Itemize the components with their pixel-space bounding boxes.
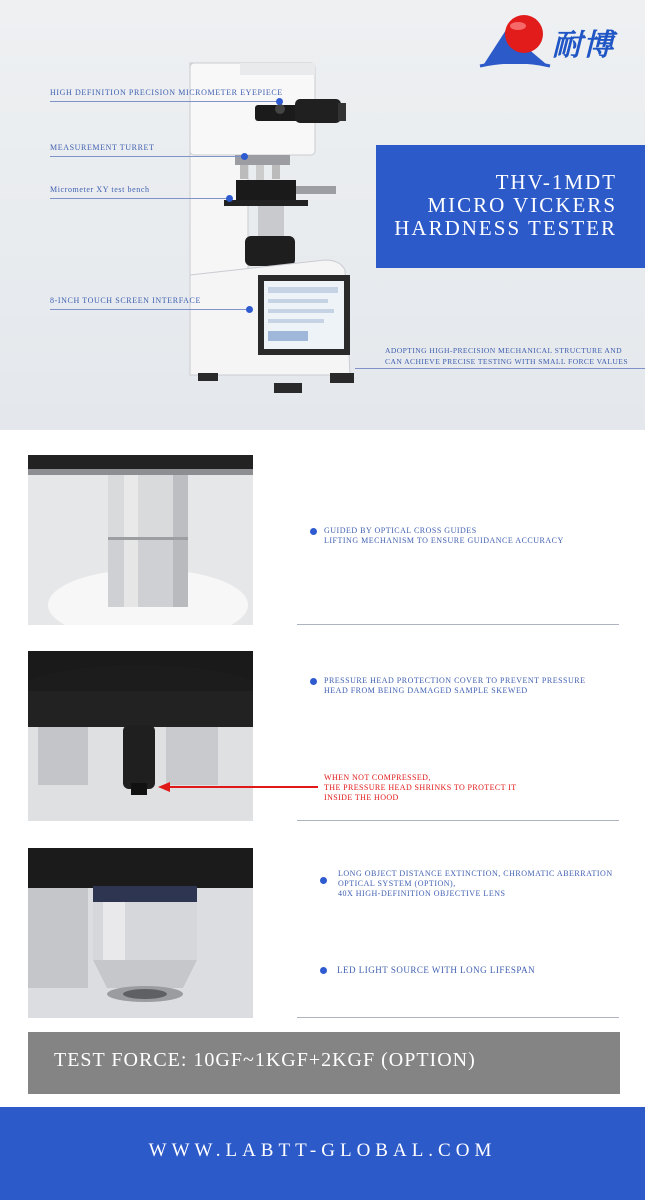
callout-xy-bench-dot bbox=[226, 195, 233, 202]
feature-pressure-cover-line2: HEAD FROM BEING DAMAGED SAMPLE SKEWED bbox=[324, 686, 528, 695]
hero-description-underline bbox=[355, 368, 645, 369]
callout-xy-bench-line bbox=[50, 198, 230, 199]
feature-led bbox=[337, 965, 535, 975]
hero-description bbox=[385, 345, 645, 367]
feature-optical-system bbox=[338, 869, 613, 899]
footer bbox=[0, 1107, 645, 1200]
feature-guide bbox=[324, 526, 564, 546]
hero-description-line2: CAN ACHIEVE PRECISE TESTING WITH SMALL FORCE VALUES bbox=[385, 357, 628, 366]
pressure-head-note-line1: WHEN NOT COMPRESSED, bbox=[324, 773, 431, 782]
callout-eyepiece-dot bbox=[276, 98, 283, 105]
product-model: THV-1MDT bbox=[495, 170, 617, 194]
feature-optical-system-line2: OPTICAL SYSTEM (OPTION), bbox=[338, 879, 456, 888]
hero-description-line1: ADOPTING HIGH-PRECISION MECHANICAL STRUCTURE AND bbox=[385, 346, 623, 355]
photo-guide-column bbox=[28, 455, 253, 625]
callout-turret-dot bbox=[241, 153, 248, 160]
feature-optical-system-line1: LONG OBJECT DISTANCE EXTINCTION, CHROMATIC ABERRATION bbox=[338, 869, 613, 878]
bullet-icon bbox=[320, 877, 327, 884]
feature-led-line1: LED LIGHT SOURCE WITH LONG LIFESPAN bbox=[337, 965, 536, 975]
separator bbox=[297, 1017, 619, 1018]
feature-pressure-cover-line1: PRESSURE HEAD PROTECTION COVER TO PREVENT PRESSURE bbox=[324, 676, 586, 685]
bullet-icon bbox=[310, 528, 317, 535]
product-title-line3: HARDNESS TESTER bbox=[394, 216, 617, 240]
photo-objective-lens bbox=[28, 848, 253, 1018]
callout-turret: MEASUREMENT TURRET bbox=[50, 143, 155, 152]
product-title-line2: MICRO VICKERS bbox=[427, 193, 617, 217]
callout-xy-bench: Micrometer XY test bench bbox=[50, 185, 150, 194]
hardness-tester-image bbox=[180, 55, 380, 410]
pressure-head-note bbox=[324, 773, 517, 803]
pressure-head-note-line3: INSIDE THE HOOD bbox=[324, 793, 399, 802]
bullet-icon bbox=[310, 678, 317, 685]
callout-touch-screen-line bbox=[50, 309, 250, 310]
pressure-head-note-line2: THE PRESSURE HEAD SHRINKS TO PROTECT IT bbox=[324, 783, 517, 792]
red-arrow-icon bbox=[158, 780, 318, 794]
feature-optical-system-line3: 40X HIGH-DEFINITION OBJECTIVE LENS bbox=[338, 889, 506, 898]
callout-eyepiece-line bbox=[50, 101, 280, 102]
brand-logo-text: 耐博 bbox=[552, 28, 614, 63]
callout-eyepiece: HIGH DEFINITION PRECISION MICROMETER EYEPIECE bbox=[50, 88, 283, 97]
feature-guide-line2: LIFTING MECHANISM TO ENSURE GUIDANCE ACCURACY bbox=[324, 536, 564, 545]
test-force-banner: TEST FORCE: 10GF~1KGF+2KGF (OPTION) bbox=[28, 1032, 620, 1094]
callout-touch-screen: 8-INCH TOUCH SCREEN INTERFACE bbox=[50, 296, 201, 305]
feature-guide-line1: GUIDED BY OPTICAL CROSS GUIDES bbox=[324, 526, 477, 535]
separator bbox=[297, 624, 619, 625]
bullet-icon bbox=[320, 967, 327, 974]
feature-pressure-cover bbox=[324, 676, 585, 696]
photo-pressure-head bbox=[28, 651, 253, 821]
callout-touch-screen-dot bbox=[246, 306, 253, 313]
product-title-box bbox=[376, 145, 645, 268]
separator bbox=[297, 820, 619, 821]
callout-turret-line bbox=[50, 156, 245, 157]
website-url[interactable]: WWW.LABTT-GLOBAL.COM bbox=[148, 1140, 497, 1161]
hero-section bbox=[0, 0, 645, 430]
